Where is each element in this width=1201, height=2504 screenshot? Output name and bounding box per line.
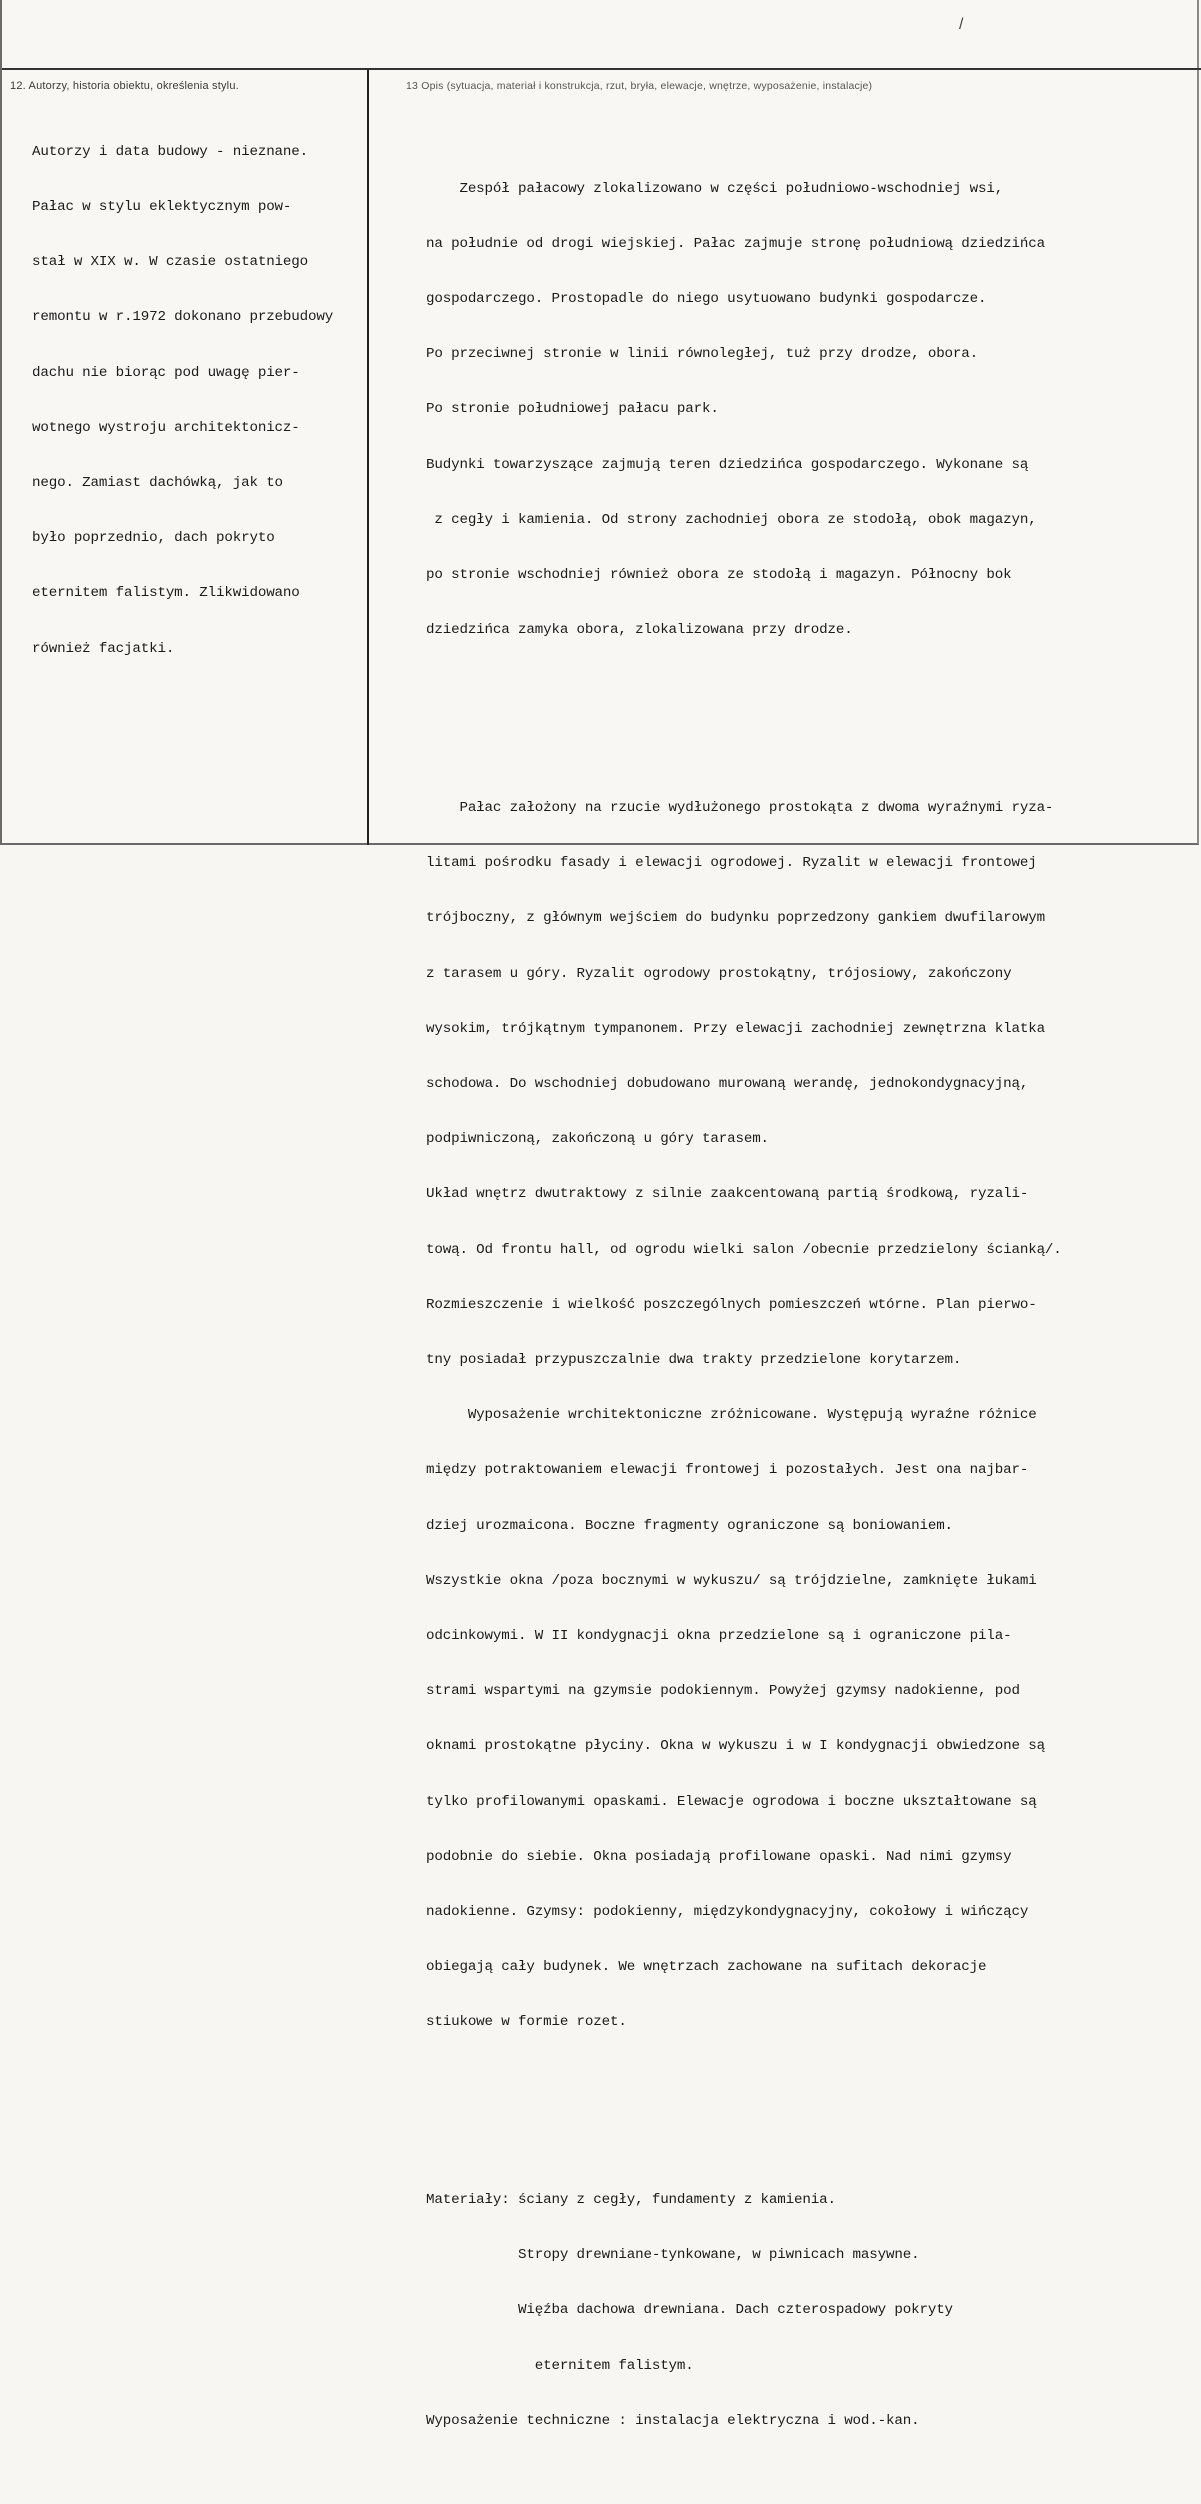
text-line: Po stronie południowej pałacu park. <box>426 401 719 418</box>
text-line: nego. Zamiast dachówką, jak to <box>32 475 283 492</box>
text-line: obiegają cały budynek. We wnętrzach zachowane na sufitach dekoracje <box>426 1959 987 1976</box>
site-paragraph <box>426 143 1062 677</box>
text-line: po stronie wschodniej również obora ze stodołą i magazyn. Północny bok <box>426 567 1012 584</box>
text-line: dziedzińca zamyka obora, zlokalizowana przy drodze. <box>426 622 853 639</box>
text-line: z tarasem u góry. Ryzalit ogrodowy prostokątny, trójosiowy, zakończony <box>426 965 1012 982</box>
palace-paragraph <box>426 762 1062 2068</box>
text-line: Wyposażenie wrchitektoniczne zróżnicowane. Występują wyraźne różnice <box>426 1407 1037 1424</box>
text-line: Pałac założony na rzucie wydłużonego prostokąta z dwoma wyraźnymi ryza- <box>426 799 1054 816</box>
text-line: Autorzy i data budowy - nieznane. <box>32 143 309 160</box>
text-line: Wszystkie okna /poza bocznymi w wykuszu/ są trójdzielne, zamknięte łukami <box>426 1572 1037 1589</box>
text-line: tylko profilowanymi opaskami. Elewacje ogrodowa i boczne ukształtowane są <box>426 1793 1037 1810</box>
text-line: Wyposażenie techniczne : instalacja elektryczna i wod.-kan. <box>426 2412 920 2429</box>
corner-mark: / <box>959 16 964 33</box>
text-line: nadokienne. Gzymsy: podokienny, międzykondygnacyjny, cokołowy i wińczący <box>426 1903 1029 1920</box>
text-line: dziej urozmaicona. Boczne fragmenty ograniczone są boniowaniem. <box>426 1517 953 1534</box>
text-line: Rozmieszczenie i wielkość poszczególnych pomieszczeń wtórne. Plan pierwo- <box>426 1296 1037 1313</box>
text-line: eternitem falistym. <box>426 2357 694 2374</box>
text-line: między potraktowaniem elewacji frontowej i pozostałych. Jest ona najbar- <box>426 1462 1029 1479</box>
text-line: tową. Od frontu hall, od ogrodu wielki salon /obecnie przedzielony ścianką/. <box>426 1241 1062 1258</box>
text-line: Materiały: ściany z cegły, fundamenty z kamienia. <box>426 2192 836 2208</box>
text-line: Budynki towarzyszące zajmują teren dziedzińca gospodarczego. Wykonane są <box>426 456 1029 473</box>
text-line: Stropy drewniane-tynkowane, w piwnicach masywne. <box>426 2247 920 2264</box>
text-line: dachu nie biorąc pod uwagę pier- <box>32 364 300 381</box>
text-line: Pałac w stylu eklektycznym pow- <box>32 199 292 216</box>
header-rule <box>2 68 1201 70</box>
text-line: podobnie do siebie. Okna posiadają profilowane opaski. Nad nimi gzymsy <box>426 1848 1012 1865</box>
text-line: Więźba dachowa drewniana. Dach czterospadowy pokryty <box>426 2302 953 2319</box>
text-line: z cegły i kamienia. Od strony zachodniej obora ze stodołą, obok magazyn, <box>426 511 1037 528</box>
text-line: na południe od drogi wiejskiej. Pałac zajmuje stronę południową dziedzińca <box>426 235 1045 252</box>
text-line: stiukowe w formie rozet. <box>426 2014 627 2031</box>
materials-section <box>426 2154 1062 2467</box>
text-line: oknami prostokątne płyciny. Okna w wykuszu i w I kondygnacji obwiedzone są <box>426 1738 1045 1755</box>
text-line: odcinkowymi. W II kondygnacji okna przedzielone są i ograniczone pila- <box>426 1627 1012 1644</box>
section-13-header: 13 Opis (sytuacja, materiał i konstrukcja, rzut, bryła, elewacje, wnętrze, wyposażenie, instalacje) <box>406 80 873 92</box>
text-line: eternitem falistym. Zlikwidowano <box>32 585 300 602</box>
text-line: Zespół pałacowy zlokalizowano w części południowo-wschodniej wsi, <box>426 180 1004 197</box>
authors-history-text <box>32 106 333 695</box>
text-line: strami wspartymi na gzymsie podokiennym. Powyżej gzymsy nadokienne, pod <box>426 1683 1020 1700</box>
paragraph-gap <box>426 713 1062 725</box>
description-text <box>426 106 1062 2504</box>
text-line: Po przeciwnej stronie w linii równoległej, tuż przy drodze, obora. <box>426 346 979 363</box>
text-line: stał w XIX w. W czasie ostatniego <box>32 254 309 271</box>
column-divider <box>367 69 369 845</box>
text-line: trójboczny, z głównym wejściem do budynku poprzedzony gankiem dwufilarowym <box>426 910 1045 927</box>
text-line: również facjatki. <box>32 640 175 657</box>
paragraph-gap <box>426 2105 1062 2117</box>
text-line: wotnego wystroju architektonicz- <box>32 419 300 436</box>
text-line: podpiwniczoną, zakończoną u góry tarasem. <box>426 1131 769 1148</box>
text-line: gospodarczego. Prostopadle do niego usytuowano budynki gospodarcze. <box>426 291 987 308</box>
text-line: litami pośrodku fasady i elewacji ogrodowej. Ryzalit w elewacji frontowej <box>426 855 1037 872</box>
section-12-header: 12. Autorzy, historia obiektu, określenia stylu. <box>10 80 239 92</box>
text-line: było poprzednio, dach pokryto <box>32 530 275 547</box>
text-line: remontu w r.1972 dokonano przebudowy <box>32 309 334 326</box>
text-line: wysokim, trójkątnym tympanonem. Przy elewacji zachodniej zewnętrzna klatka <box>426 1020 1045 1037</box>
text-line: schodowa. Do wschodniej dobudowano murowaną werandę, jednokondygnacyjną, <box>426 1075 1029 1092</box>
text-line: Układ wnętrz dwutraktowy z silnie zaakcentowaną partią środkową, ryzali- <box>426 1186 1029 1203</box>
text-line: tny posiadał przypuszczalnie dwa trakty przedzielone korytarzem. <box>426 1351 962 1368</box>
